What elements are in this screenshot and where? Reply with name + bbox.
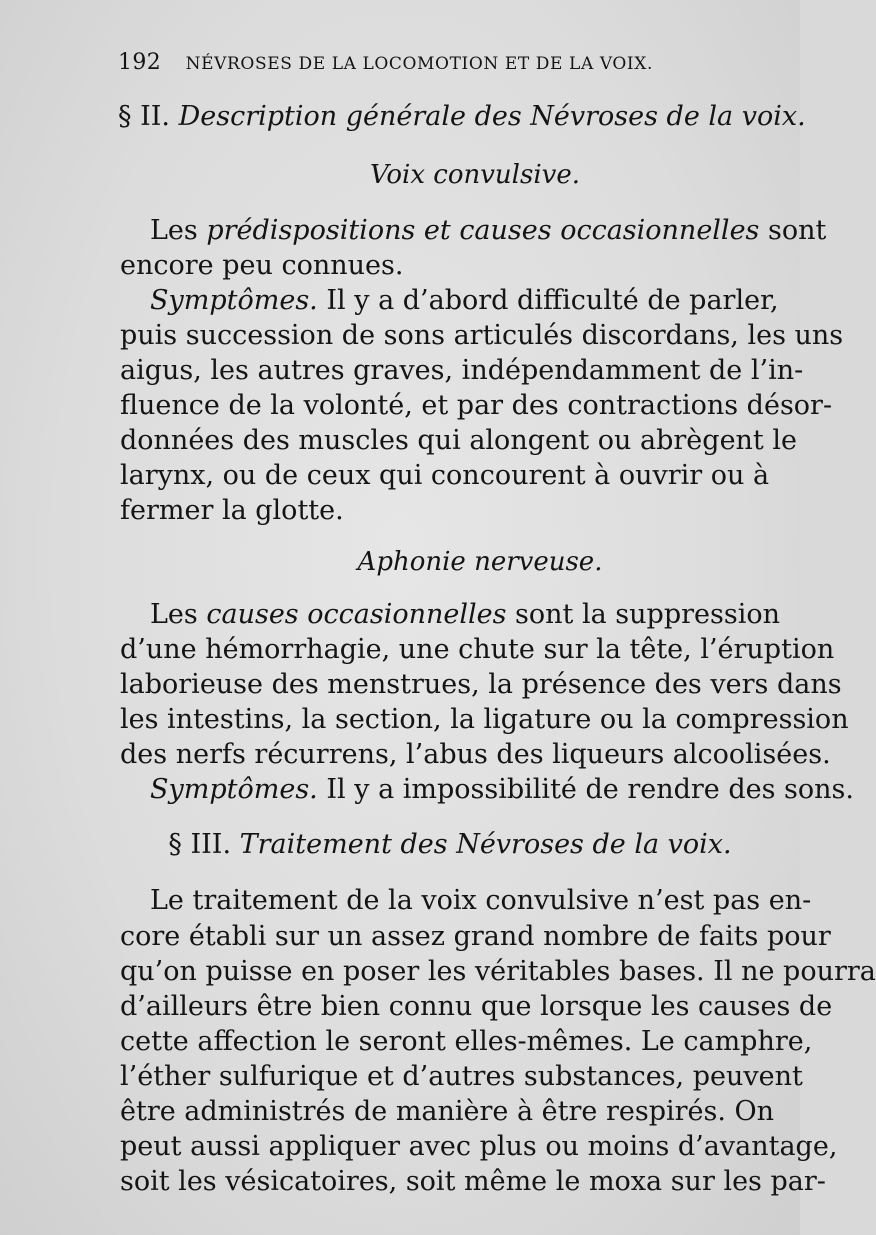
aphonie-symptoms-text: Il y a impossibilité de rendre des sons.	[326, 774, 854, 805]
aphonie-causes-line1	[150, 598, 780, 632]
treatment-line9: soit les vésicatoires, soit même le moxa sur les par-	[120, 1166, 826, 1197]
voix-causes-italic: prédispositions et causes occasionnelles	[206, 215, 760, 246]
voix-causes-suffix: sont	[768, 215, 827, 246]
running-header	[118, 50, 758, 75]
treatment-line1: Le traitement de la voix convulsive n’est pas en-	[150, 885, 812, 916]
voix-symptoms-label: Symptômes.	[150, 285, 318, 316]
voix-symptoms-line7: fermer la glotte.	[120, 495, 344, 526]
running-title: NÉVROSES DE LA LOCOMOTION ET DE LA VOIX.	[185, 54, 653, 74]
voix-symptoms-line1	[150, 284, 779, 318]
treatment-line5: cette affection le seront elles-mêmes. Le camphre,	[120, 1026, 813, 1057]
treatment-line4: d’ailleurs être bien connu que lorsque les causes de	[120, 991, 833, 1022]
aphonie-symptoms-line	[150, 773, 854, 807]
aphonie-causes-suffix: sont la suppression	[515, 599, 780, 630]
voix-symptoms-line6: larynx, ou de ceux qui concourent à ouvrir ou à	[120, 460, 770, 491]
aphonie-causes-italic: causes occasionnelles	[206, 599, 507, 630]
aphonie-line2: d’une hémorrhagie, une chute sur la tête, l’éruption	[120, 634, 835, 665]
aphonie-line5: des nerfs récurrens, l’abus des liqueurs alcoolisées.	[120, 739, 831, 770]
aphonie-subheading: Aphonie nerveuse.	[357, 547, 603, 577]
treatment-line7: être administrés de manière à être respirés. On	[120, 1096, 775, 1127]
section-2-heading	[118, 100, 806, 134]
voix-subheading: Voix convulsive.	[370, 160, 580, 190]
voix-symptoms-text1: Il y a d’abord difficulté de parler,	[326, 285, 779, 316]
treatment-line6: l’éther sulfurique et d’autres substances, peuvent	[120, 1061, 803, 1092]
voix-causes-line1	[150, 214, 827, 248]
treatment-line2: core établi sur un assez grand nombre de faits pour	[120, 921, 831, 952]
voix-symptoms-line4: fluence de la volonté, et par des contractions désor-	[120, 390, 833, 421]
section-3-heading	[150, 828, 750, 862]
aphonie-line4: les intestins, la section, la ligature ou la compression	[120, 704, 849, 735]
aphonie-line3: laborieuse des menstrues, la présence des vers dans	[120, 669, 842, 700]
section-3-number: § III.	[168, 829, 232, 860]
voix-symptoms-line3: aigus, les autres graves, indépendamment de l’in-	[120, 355, 804, 386]
aphonie-causes-prefix: Les	[150, 599, 198, 630]
voix-causes-prefix: Les	[150, 215, 198, 246]
page-number: 192	[118, 50, 162, 75]
treatment-line3: qu’on puisse en poser les véritables bases. Il ne pourra	[120, 956, 876, 987]
voix-causes-line2: encore peu connues.	[120, 250, 404, 281]
aphonie-symptoms-label: Symptômes.	[150, 774, 318, 805]
section-2-title: Description générale des Névroses de la voix.	[178, 101, 806, 132]
voix-symptoms-line5: données des muscles qui alongent ou abrègent le	[120, 425, 797, 456]
treatment-line8: peut aussi appliquer avec plus ou moins d’avantage,	[120, 1131, 838, 1162]
section-3-title: Traitement des Névroses de la voix.	[239, 829, 732, 860]
section-2-number: § II.	[118, 101, 170, 132]
voix-symptoms-line2: puis succession de sons articulés discordans, les uns	[120, 320, 844, 351]
